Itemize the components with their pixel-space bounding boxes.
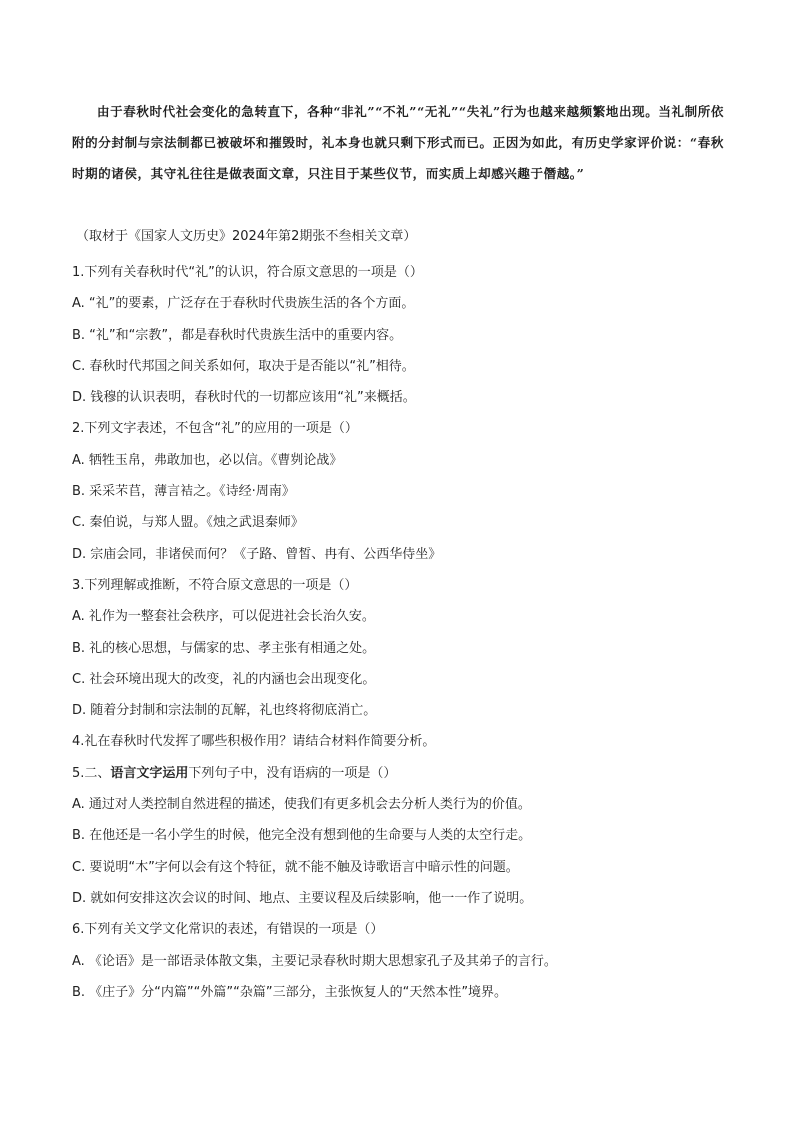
question-5-option-c: C. 要说明“木”字何以会有这个特征，就不能不触及诗歌语言中暗示性的问题。 — [72, 859, 519, 875]
question-2-option-b: B. 采采芣苢，薄言袺之。《诗经·周南》 — [72, 484, 295, 500]
question-5-option-d: D. 就如何安排这次会议的时间、地点、主要议程及后续影响，他一一作了说明。 — [72, 890, 533, 906]
question-list — [72, 257, 732, 1008]
question-6-stem: 6.下列有关文学文化常识的表述，有错误的一项是（） — [72, 922, 384, 938]
question-5-stem-text: 下列句子中，没有语病的一项是（） — [188, 765, 397, 781]
question-1-option-d: D. 钱穆的认识表明，春秋时代的一切都应该用“礼”来概括。 — [72, 390, 416, 406]
question-5-stem — [72, 758, 732, 789]
question-2-option-a: A. 牺牲玉帛，弗敢加也，必以信。《曹刿论战》 — [72, 452, 343, 468]
question-2-stem: 2.下列文字表述，不包含“礼”的应用的一项是（） — [72, 421, 358, 437]
question-1-option-b: B. “礼”和“宗教”，都是春秋时代贵族生活中的重要内容。 — [72, 327, 403, 343]
question-6-option-b: B. 《庄子》分“内篇”“外篇”“杂篇”三部分，主张恢复人的“天然本性”境界。 — [72, 984, 508, 1000]
question-4-stem: 4.礼在春秋时代发挥了哪些积极作用？请结合材料作简要分析。 — [72, 734, 436, 750]
question-1-option-a: A. “礼”的要素，广泛存在于春秋时代贵族生活的各个方面。 — [72, 296, 415, 312]
source-citation: （取材于《国家人文历史》2024年第2期张不叁相关文章） — [76, 229, 417, 244]
question-1-option-c: C. 春秋时代邦国之间关系如何，取决于是否能以“礼”相待。 — [72, 358, 415, 374]
question-2-option-c: C. 秦伯说，与郑人盟。《烛之武退秦师》 — [72, 515, 304, 531]
question-1-stem: 1.下列有关春秋时代“礼”的认识，符合原文意思的一项是（） — [72, 265, 423, 280]
question-5-prefix: 5.二、 — [72, 765, 111, 781]
question-3-option-d: D. 随着分封制和宗法制的瓦解，礼也终将彻底消亡。 — [72, 703, 377, 719]
question-5-option-a: A. 通过对人类控制自然进程的描述，使我们有更多机会去分析人类行为的价值。 — [72, 797, 531, 813]
question-5-option-b: B. 在他还是一名小学生的时候，他完全没有想到他的生命要与人类的太空行走。 — [72, 828, 532, 844]
question-3-option-c: C. 社会环境出现大的改变，礼的内涵也会出现变化。 — [72, 671, 376, 687]
section-heading: 语言文字运用 — [110, 765, 189, 781]
question-3-stem: 3.下列理解或推断，不符合原文意思的一项是（） — [72, 577, 358, 593]
question-3-option-a: A. 礼作为一整套社会秩序，可以促进社会长治久安。 — [72, 609, 375, 625]
question-2-option-d: D. 宗庙会同，非诸侯而何？《子路、曾皙、冉有、公西华侍坐》 — [72, 546, 442, 562]
reading-passage: 由于春秋时代社会变化的急转直下，各种“非礼”“不礼”“无礼”“失礼”行为也越来越频繁地出现。当礼制所依附的分封制与宗法制都已被破坏和摧毁时，礼本身也就只剩下形式而已。正因为如此，有历史学家评价说：“春秋时期的诸侯，其守礼往往是做表面文章，只注目于某些仪节，而实质上却感兴趣于僭越。” — [72, 104, 724, 181]
question-6-option-a: A. 《论语》是一部语录体散文集，主要记录春秋时期大思想家孔子及其弟子的言行。 — [72, 953, 557, 969]
question-3-option-b: B. 礼的核心思想，与儒家的忠、孝主张有相通之处。 — [72, 640, 376, 656]
